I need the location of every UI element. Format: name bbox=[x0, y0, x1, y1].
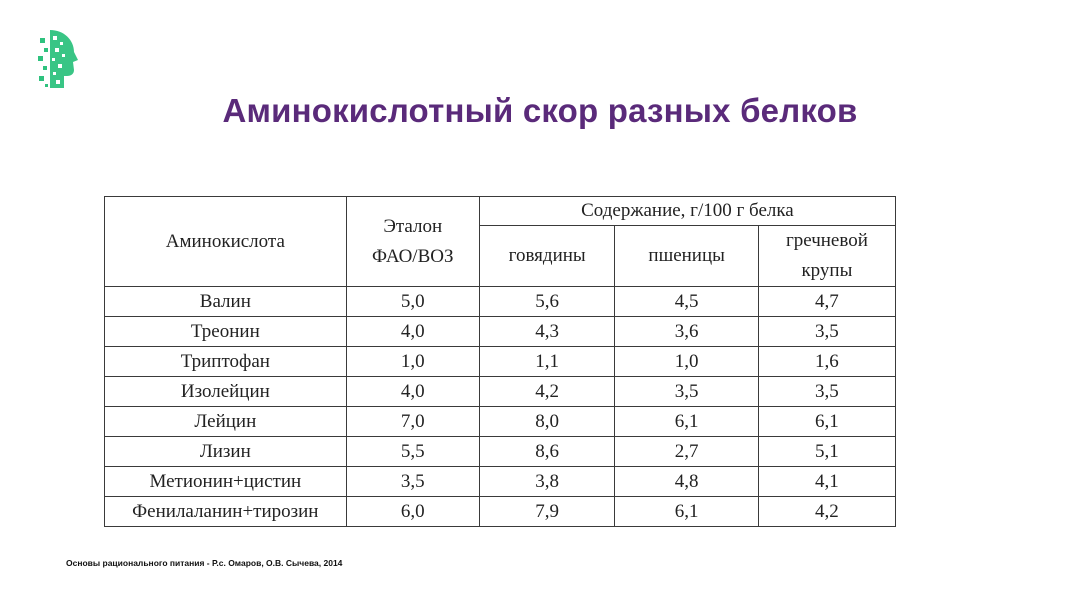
cell-reference: 6,0 bbox=[346, 497, 479, 527]
cell-buckwheat: 5,1 bbox=[758, 437, 895, 467]
header-beef: говядины bbox=[479, 226, 615, 287]
cell-buckwheat: 4,1 bbox=[758, 467, 895, 497]
table-row bbox=[105, 287, 896, 317]
header-wheat: пшеницы bbox=[615, 226, 758, 287]
header-reference-label: Эталон ФАО/ВОЗ bbox=[372, 215, 454, 267]
cell-buckwheat: 1,6 bbox=[758, 347, 895, 377]
table-row bbox=[105, 347, 896, 377]
cell-buckwheat: 3,5 bbox=[758, 317, 895, 347]
header-amino-acid: Аминокислота bbox=[105, 197, 347, 287]
header-content-group: Содержание, г/100 г белка bbox=[479, 197, 895, 226]
cell-reference: 5,5 bbox=[346, 437, 479, 467]
cell-beef: 8,0 bbox=[479, 407, 615, 437]
cell-name: Лизин bbox=[105, 437, 347, 467]
cell-wheat: 1,0 bbox=[615, 347, 758, 377]
cell-wheat: 6,1 bbox=[615, 497, 758, 527]
table-row bbox=[105, 377, 896, 407]
cell-name: Изолейцин bbox=[105, 377, 347, 407]
table-row bbox=[105, 497, 896, 527]
cell-name: Валин bbox=[105, 287, 347, 317]
cell-beef: 4,3 bbox=[479, 317, 615, 347]
cell-beef: 8,6 bbox=[479, 437, 615, 467]
cell-reference: 7,0 bbox=[346, 407, 479, 437]
cell-name: Лейцин bbox=[105, 407, 347, 437]
page-title: Аминокислотный скор разных белков bbox=[222, 92, 858, 129]
cell-reference: 1,0 bbox=[346, 347, 479, 377]
cell-beef: 5,6 bbox=[479, 287, 615, 317]
header-reference bbox=[346, 197, 479, 287]
cell-beef: 1,1 bbox=[479, 347, 615, 377]
cell-wheat: 2,7 bbox=[615, 437, 758, 467]
cell-wheat: 3,5 bbox=[615, 377, 758, 407]
header-buckwheat-label: гречневой крупы bbox=[785, 230, 868, 281]
table-row bbox=[105, 467, 896, 497]
header-buckwheat bbox=[758, 226, 895, 287]
cell-wheat: 4,5 bbox=[615, 287, 758, 317]
cell-buckwheat: 3,5 bbox=[758, 377, 895, 407]
cell-name: Метионин+цистин bbox=[105, 467, 347, 497]
cell-wheat: 3,6 bbox=[615, 317, 758, 347]
cell-beef: 7,9 bbox=[479, 497, 615, 527]
source-footnote: Основы рационального питания - Р.с. Омаров, О.В. Сычева, 2014 bbox=[66, 558, 343, 568]
cell-reference: 4,0 bbox=[346, 317, 479, 347]
face-pixel-logo-icon bbox=[36, 28, 82, 92]
cell-wheat: 4,8 bbox=[615, 467, 758, 497]
cell-reference: 3,5 bbox=[346, 467, 479, 497]
table-row bbox=[105, 437, 896, 467]
cell-name: Фенилаланин+тирозин bbox=[105, 497, 347, 527]
amino-acid-table bbox=[104, 196, 896, 527]
table-row bbox=[105, 317, 896, 347]
cell-beef: 3,8 bbox=[479, 467, 615, 497]
table-row bbox=[105, 407, 896, 437]
cell-name: Треонин bbox=[105, 317, 347, 347]
cell-buckwheat: 4,7 bbox=[758, 287, 895, 317]
cell-buckwheat: 4,2 bbox=[758, 497, 895, 527]
cell-wheat: 6,1 bbox=[615, 407, 758, 437]
cell-reference: 5,0 bbox=[346, 287, 479, 317]
cell-name: Триптофан bbox=[105, 347, 347, 377]
cell-beef: 4,2 bbox=[479, 377, 615, 407]
cell-buckwheat: 6,1 bbox=[758, 407, 895, 437]
cell-reference: 4,0 bbox=[346, 377, 479, 407]
